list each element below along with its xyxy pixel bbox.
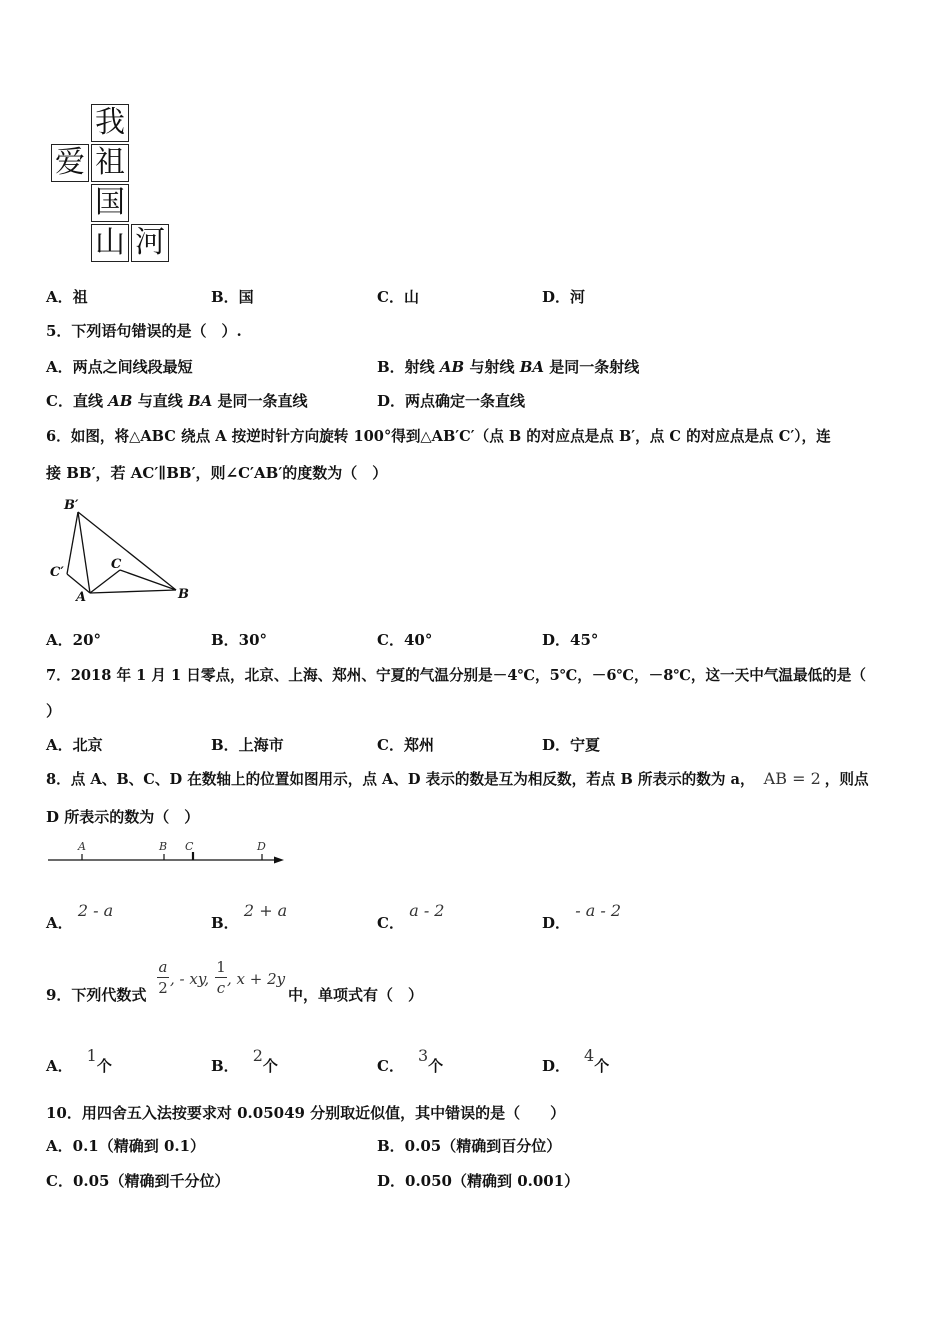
net-cell-ai: 爱 — [51, 144, 89, 182]
q9-term-x-plus-2y: , x + 2y — [227, 970, 286, 988]
label-a: A — [76, 590, 87, 605]
q7-option-a[interactable]: A．北京 — [46, 736, 103, 754]
q7-option-b[interactable]: B．上海市 — [211, 736, 284, 754]
q5-option-d[interactable] — [377, 390, 525, 411]
net-cell-he: 河 — [131, 224, 169, 262]
label-b-prime: B′ — [64, 498, 79, 513]
q9-option-b-unit: 个 — [262, 1057, 278, 1075]
q6-rotation-figure — [40, 492, 210, 607]
q5-option-a-text: A．两点之间线段最短 — [46, 358, 193, 376]
q8-option-b[interactable] — [211, 901, 288, 933]
q5-option-c-post: 是同一条直线 — [212, 392, 308, 410]
q6-option-b[interactable]: B．30° — [211, 631, 268, 649]
q9-option-d-num: 4 — [584, 1046, 595, 1065]
edge-a-b — [90, 590, 176, 593]
net-cell-zu: 祖 — [91, 144, 129, 182]
edge-bprime-cprime — [67, 512, 78, 574]
axis-arrow-icon — [274, 857, 284, 864]
q9-option-c-letter: C． — [377, 1057, 404, 1075]
q9-frac-a-over-2 — [157, 958, 169, 997]
q5-option-c-line2: BA — [187, 392, 213, 410]
q5-option-d-text: D．两点确定一条直线 — [377, 392, 526, 410]
q6-option-a[interactable]: A．20° — [46, 631, 102, 649]
q8-option-d-letter: D． — [542, 914, 571, 932]
q9-option-a[interactable] — [46, 1046, 112, 1076]
q5-option-b-pre: B．射线 — [377, 358, 440, 376]
label-c: C — [111, 557, 122, 572]
label-b: B — [178, 587, 189, 602]
net-cell-guo: 国 — [91, 184, 129, 222]
q8-option-d[interactable] — [542, 901, 622, 933]
q5-option-c-mid: 与直线 — [132, 392, 188, 410]
q5-option-c[interactable] — [46, 390, 308, 411]
q8-stem-line2: D 所表示的数为（ ） — [46, 808, 200, 826]
net-cell-shan: 山 — [91, 224, 129, 262]
q9-option-b-letter: B． — [211, 1057, 239, 1075]
q8-stem-line1 — [46, 768, 869, 789]
edge-c-b — [120, 570, 176, 590]
q9-frac1-num: a — [158, 958, 168, 976]
q9-frac1-den: 2 — [158, 979, 168, 997]
q5-option-b-post: 是同一条射线 — [544, 358, 640, 376]
q8-option-d-math: - a - 2 — [575, 901, 622, 920]
q8-option-b-letter: B． — [211, 914, 239, 932]
net-cell-wo: 我 — [91, 104, 129, 142]
q9-term-xy: , - xy, — [170, 970, 210, 988]
q8-option-a-math: 2 - a — [77, 901, 114, 920]
q9-option-b-num: 2 — [252, 1046, 263, 1065]
q9-option-a-letter: A． — [46, 1057, 73, 1075]
q7-option-c[interactable]: C．郑州 — [377, 736, 434, 754]
q9-option-a-unit: 个 — [96, 1057, 112, 1075]
q7-stem-line1: 7．2018 年 1 月 1 日零点，北京、上海、郑州、宁夏的气温分别是－4℃，5℃，－6℃，－8℃，这一天中气温最低的是（ — [46, 667, 866, 684]
q7-option-d[interactable]: D．宁夏 — [542, 736, 601, 754]
q4-option-c[interactable]: C．山 — [377, 288, 419, 306]
q5-option-a[interactable] — [46, 356, 193, 377]
q6-stem-line2: 接 BB′，若 AC′∥BB′，则∠C′AB′的度数为（ ） — [46, 464, 388, 482]
q9-stem-tail: 中，单项式有（ ） — [288, 986, 424, 1004]
q8-stem-tail: ，则点 — [824, 771, 869, 788]
q8-option-b-math: 2 + a — [243, 901, 288, 920]
edge-a-c — [90, 570, 120, 593]
q5-option-b-ray1: AB — [439, 358, 465, 376]
q5-option-c-pre: C．直线 — [46, 392, 109, 410]
q5-option-b-ray2: BA — [519, 358, 545, 376]
q8-number-line — [44, 836, 289, 868]
q5-stem: 5．下列语句错误的是（ ）. — [46, 322, 242, 340]
axis-label-b: B — [159, 840, 168, 853]
q6-option-c[interactable]: C．40° — [377, 631, 433, 649]
q9-frac2-bar — [215, 977, 227, 978]
q8-condition-math: AB = 2 — [763, 769, 821, 788]
q8-stem-text: 8．点 A、B、C、D 在数轴上的位置如图用示，点 A、D 表示的数是互为相反数，若点 B 所表示的数为 a， — [46, 771, 755, 788]
q8-option-a[interactable] — [46, 901, 114, 933]
q8-option-c-letter: C． — [377, 914, 404, 932]
q9-option-c-unit: 个 — [428, 1057, 444, 1075]
q9-option-a-num: 1 — [86, 1046, 97, 1065]
label-c-prime: C′ — [50, 565, 64, 580]
q10-stem: 10．用四舍五入法按要求对 0.05049 分别取近似值，其中错误的是（ ） — [46, 1104, 566, 1122]
q5-option-b-mid: 与射线 — [464, 358, 520, 376]
q6-option-d[interactable]: D．45° — [542, 631, 599, 649]
q9-option-d[interactable] — [542, 1046, 610, 1076]
q6-stem-line1: 6．如图，将△ABC 绕点 A 按逆时针方向旋转 100°得到△AB′C′（点 B 的对应点是点 B′，点 C 的对应点是点 C′），连 — [46, 428, 831, 445]
q9-option-b[interactable] — [211, 1046, 278, 1076]
q10-option-d[interactable]: D．0.050（精确到 0.001） — [377, 1172, 580, 1190]
q9-frac1-bar — [157, 977, 169, 978]
axis-label-c: C — [185, 840, 194, 853]
axis-label-a: A — [78, 840, 86, 853]
q5-option-c-line1: AB — [108, 392, 133, 410]
q9-option-c[interactable] — [377, 1046, 444, 1076]
q9-stem: 9．下列代数式 — [46, 986, 147, 1004]
q9-option-d-letter: D． — [542, 1057, 571, 1075]
q4-option-d[interactable]: D．河 — [542, 288, 586, 306]
q9-frac2-den: c — [216, 979, 226, 997]
q4-option-b[interactable]: B．国 — [211, 288, 254, 306]
q5-option-b[interactable] — [377, 356, 639, 377]
q7-stem-line2: ） — [46, 702, 62, 720]
edge-bprime-b — [78, 512, 176, 590]
axis-label-d: D — [257, 840, 266, 853]
q9-option-c-num: 3 — [417, 1046, 429, 1065]
edge-bprime-a — [78, 512, 90, 593]
q4-option-a[interactable]: A．祖 — [46, 288, 88, 306]
q9-frac2-num: 1 — [216, 958, 226, 976]
q10-option-a[interactable]: A．0.1（精确到 0.1） — [46, 1137, 206, 1155]
q9-option-d-unit: 个 — [594, 1057, 610, 1075]
q10-option-b[interactable]: B．0.05（精确到百分位） — [377, 1137, 562, 1155]
q8-option-a-letter: A． — [46, 914, 73, 932]
q8-option-c-math: a - 2 — [409, 901, 445, 920]
q8-option-c[interactable] — [377, 901, 445, 933]
q9-frac-1-over-c — [215, 958, 227, 997]
q10-option-c[interactable]: C．0.05（精确到千分位） — [46, 1172, 230, 1190]
